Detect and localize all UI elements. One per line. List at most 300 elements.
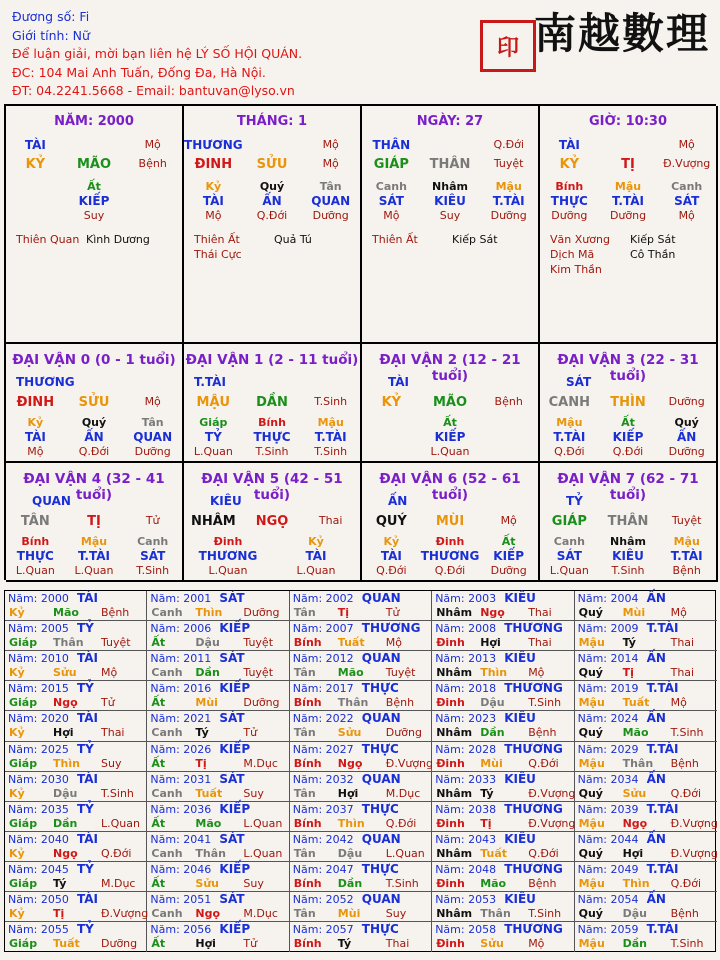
year-chi: Ngọ: [53, 846, 78, 860]
gioi-tinh: Giới tính: Nữ: [12, 27, 90, 43]
pillar-star: THÂN: [372, 138, 411, 152]
hidden-can: Canh: [671, 180, 703, 193]
year-cell: [575, 892, 717, 922]
year-state: Q.Đới: [670, 876, 702, 890]
year-star: KIẾP: [219, 681, 251, 696]
year-state: Thai: [528, 636, 552, 650]
year-can: Đinh: [436, 636, 465, 650]
year-label: Năm: 2040: [8, 832, 69, 846]
hidden-star: ẤN: [262, 194, 282, 208]
year-cell: [290, 591, 432, 621]
pillar-title: NĂM: 2000: [54, 114, 134, 129]
year-can: Đinh: [436, 756, 465, 770]
year-state: Bệnh: [528, 726, 557, 740]
dai-van-chi: MÙI: [435, 514, 465, 529]
year-label: Năm: 2023: [435, 712, 497, 726]
year-state: Tử: [243, 726, 258, 740]
dai-van-can: CANH: [548, 395, 591, 410]
year-can: Ất: [151, 756, 166, 770]
year-state: T.Sinh: [385, 876, 419, 890]
year-star: QUAN: [361, 771, 401, 786]
hidden-star: T.TÀI: [612, 194, 644, 208]
year-cell: [5, 922, 147, 952]
dai-van-can-chi: [362, 395, 538, 410]
dai-van-state: Tuyệt: [671, 514, 702, 527]
pillar-state: Đ.Vượng: [663, 157, 711, 170]
year-can: Ất: [151, 876, 166, 890]
hidden-star-row: [6, 194, 182, 208]
hidden-star-row: [362, 194, 538, 208]
dai-van-hidden: Đinh: [435, 535, 465, 548]
hidden-star: TÀI: [202, 194, 224, 208]
year-state: Tuyệt: [385, 666, 416, 680]
duong-so: Đương số: Fi: [12, 9, 90, 24]
dai-van-hidden: Bính: [21, 535, 50, 548]
hidden-can-row: [6, 180, 182, 193]
year-label: Năm: 2052: [292, 893, 354, 906]
year-state: Tuyệt: [101, 636, 131, 650]
dai-van-hidden: Dưỡng: [490, 564, 527, 577]
dai-van-can: MẬU: [196, 395, 231, 410]
dai-van-hidden: TÀI: [305, 549, 327, 563]
hidden-star: SÁT: [378, 194, 404, 208]
year-chi: Tý: [53, 876, 67, 890]
year-chi: Thân: [195, 846, 226, 860]
dai-van-state: Thai: [318, 514, 343, 527]
year-can: Quý: [578, 666, 603, 680]
dai-van-hidden: ẤN: [84, 430, 104, 444]
year-chi: Tý: [195, 726, 209, 740]
than-sat-item: Thiên Ất: [372, 233, 418, 246]
dai-van-star: ẤN: [388, 494, 408, 508]
year-label: Năm: 2045: [8, 862, 69, 876]
dai-van-hidden: L.Quan: [430, 445, 470, 458]
dai-van-can: GIÁP: [551, 514, 587, 529]
year-cell: [575, 742, 717, 772]
year-state: Thai: [385, 937, 410, 951]
dai-van-hidden: Ất: [621, 416, 635, 429]
dai-van-can: TÂN: [20, 514, 50, 529]
year-state: L.Quan: [243, 816, 283, 830]
year-cell: [432, 621, 574, 651]
hidden-star: T.TÀI: [492, 194, 525, 208]
year-cell: [5, 742, 147, 772]
dai-van-hidden-row: [362, 416, 538, 429]
dai-van-hidden: T.Sinh: [136, 564, 170, 577]
year-label: Năm: 2034: [577, 772, 639, 786]
year-star: THỰC: [361, 681, 399, 696]
dai-van-star: TỶ: [566, 494, 583, 508]
year-star: THỰC: [361, 801, 399, 816]
pillar-right: Mộ: [322, 138, 339, 151]
logo: 南越數理: [533, 9, 710, 58]
year-can: Tân: [293, 606, 316, 619]
than-sat-item: Kình Dương: [86, 233, 150, 246]
dai-van-star: TÀI: [388, 375, 410, 389]
dai-van-hidden: Mậu: [673, 535, 700, 548]
year-chi: Ngọ: [337, 756, 363, 770]
dai-van-hidden-row: [540, 564, 716, 577]
dai-van-hidden: Canh: [553, 535, 585, 548]
pillar-can-chi: [540, 157, 716, 172]
hidden-can: Bính: [555, 180, 584, 193]
year-chi: Thìn: [622, 876, 650, 890]
pillar-right: Q.Đới: [493, 138, 524, 151]
dai-van-hidden: Ất: [443, 416, 457, 429]
year-can: Bính: [293, 756, 322, 770]
year-state: Dưỡng: [101, 937, 138, 951]
year-chi: Thân: [622, 756, 654, 770]
pillar-state: Bệnh: [138, 157, 167, 170]
year-cell: [575, 651, 717, 681]
pillar-title: GIỜ: 10:30: [589, 114, 667, 129]
year-can: Quý: [578, 907, 603, 920]
dai-van-hidden-row: [6, 445, 182, 458]
pillar-can-chi: [184, 157, 360, 172]
year-can: Bính: [293, 937, 322, 951]
year-cell: [432, 922, 574, 952]
year-label: Năm: 2005: [8, 622, 69, 636]
year-state: Thai: [101, 726, 125, 740]
dai-van-hidden: Mậu: [80, 535, 108, 548]
dai-van-hidden: L.Quan: [549, 564, 589, 577]
year-can: Canh: [151, 786, 183, 800]
year-can: Tân: [293, 907, 316, 920]
contact-line-2: ĐC: 104 Mai Anh Tuấn, Đống Đa, Hà Nội.: [12, 64, 266, 80]
year-can: Kỷ: [9, 726, 25, 740]
header: [0, 0, 720, 100]
dai-van-hidden: Kỷ: [308, 535, 324, 548]
dai-van-star: QUAN: [32, 494, 71, 508]
dai-van-can: KỶ: [381, 395, 402, 410]
year-can: Đinh: [436, 937, 465, 951]
year-can: Bính: [293, 636, 322, 650]
dai-van-title: ĐẠI VẬN 1 (2 - 11 tuổi): [185, 352, 359, 368]
year-label: Năm: 2042: [292, 832, 354, 846]
year-can: Nhâm: [436, 606, 473, 619]
year-star: T.TÀI: [646, 741, 679, 756]
dai-van-hidden: Q.Đới: [376, 564, 407, 577]
year-cell: [147, 621, 289, 651]
pillar-title: THÁNG: 1: [236, 114, 308, 129]
year-label: Năm: 2002: [292, 592, 354, 605]
year-state: L.Quan: [385, 846, 425, 860]
year-can: Đinh: [436, 696, 465, 710]
year-label: Năm: 2027: [292, 742, 354, 756]
hidden-state: Suy: [83, 209, 105, 222]
year-state: Mộ: [670, 606, 687, 619]
year-can: Kỷ: [9, 907, 25, 920]
hidden-can: Mậu: [495, 180, 522, 193]
hidden-state: Mộ: [205, 209, 222, 222]
year-label: Năm: 2029: [577, 742, 639, 756]
year-label: Năm: 2046: [150, 862, 212, 876]
year-state: Thai: [670, 636, 695, 650]
year-cell: [432, 711, 574, 741]
pillar-state: Tuyệt: [493, 157, 524, 170]
year-label: Năm: 2049: [577, 862, 639, 876]
year-cell: [290, 802, 432, 832]
hidden-state: Dưỡng: [312, 209, 349, 222]
year-can: Nhâm: [436, 786, 473, 800]
year-label: Năm: 2021: [150, 712, 212, 726]
dai-van-can-chi: [540, 395, 716, 410]
year-label: Năm: 2028: [435, 742, 497, 756]
year-cell: [147, 862, 289, 892]
dai-van-cell: [540, 344, 718, 463]
dai-van-title: ĐẠI VẬN 2 (12 - 21 tuổi): [379, 352, 521, 384]
year-chi: Thân: [337, 696, 369, 710]
dai-van-hidden: Bính: [258, 416, 286, 429]
hidden-state: Mộ: [678, 209, 695, 222]
year-state: Bệnh: [670, 907, 699, 920]
dai-van-hidden: L.Quan: [208, 564, 248, 577]
year-label: Năm: 2024: [577, 712, 639, 726]
year-star: KIẾP: [219, 621, 251, 636]
year-can: Mậu: [578, 816, 605, 830]
dai-van-hidden-row: [362, 535, 538, 548]
pillar-stars: [6, 138, 182, 152]
year-can: Kỷ: [9, 786, 25, 800]
dai-van-hidden: T.TÀI: [314, 430, 347, 444]
year-label: Năm: 2044: [577, 832, 639, 846]
dai-van-hidden: THỰC: [253, 430, 291, 444]
dai-van-hidden: Nhâm: [610, 535, 646, 548]
year-can: Quý: [578, 726, 603, 740]
year-cell: [290, 621, 432, 651]
year-state: M.Dục: [243, 756, 278, 770]
year-chi: Dậu: [53, 786, 78, 800]
year-cell: [147, 802, 289, 832]
pillar-stars: [184, 138, 360, 152]
year-star: TỶ: [77, 801, 94, 816]
year-can: Đinh: [436, 816, 465, 830]
dai-van-state: Mộ: [500, 514, 517, 527]
year-can: Canh: [151, 846, 183, 860]
year-chi: Dần: [480, 726, 505, 740]
hidden-star: QUAN: [311, 194, 351, 208]
year-can: Bính: [293, 876, 322, 890]
hidden-star: THỰC: [550, 194, 588, 208]
dai-van-hidden: THƯƠNG: [198, 549, 258, 563]
dai-van-hidden-row: [6, 416, 182, 429]
year-state: Mộ: [528, 937, 545, 951]
pillar-can: KỶ: [25, 157, 46, 172]
year-label: Năm: 2041: [150, 832, 212, 846]
than-sat-item: Kiếp Sát: [630, 233, 676, 246]
year-label: Năm: 2050: [8, 893, 69, 906]
dai-van-hidden-row: [6, 430, 182, 444]
year-star: THƯƠNG: [504, 681, 563, 696]
year-label: Năm: 2026: [150, 742, 212, 756]
dai-van-cell: [540, 463, 718, 582]
dai-van-title: ĐẠI VẬN 5 (42 - 51 tuổi): [201, 471, 343, 503]
dai-van-hidden: TÀI: [24, 430, 46, 444]
dai-van-star: THƯƠNG: [16, 375, 75, 389]
dai-van-hidden-row: [540, 445, 716, 458]
year-star: QUAN: [361, 892, 401, 906]
spacer: [421, 138, 480, 152]
year-chi: Tị: [337, 606, 350, 619]
year-can: Canh: [151, 726, 183, 740]
dai-van-hidden-row: [184, 535, 360, 548]
year-state: T.Sinh: [528, 907, 562, 920]
dai-van-chi: MÃO: [432, 395, 468, 410]
year-label: Năm: 2025: [8, 742, 69, 756]
pillar-state: Mộ: [322, 157, 339, 170]
year-chi: Thân: [480, 907, 511, 920]
year-cell: [5, 832, 147, 862]
than-sat-item: Thái Cực: [194, 248, 242, 261]
year-cell: [290, 892, 432, 922]
year-label: Năm: 2032: [292, 772, 354, 786]
pillar-cell: [184, 106, 362, 344]
hidden-star-row: [540, 194, 716, 208]
year-chi: Mùi: [337, 907, 361, 920]
year-star: KIÊU: [504, 771, 536, 786]
year-can: Nhâm: [436, 907, 473, 920]
hidden-can: Mậu: [614, 180, 642, 193]
year-can: Giáp: [9, 876, 38, 890]
year-chi: Tuất: [480, 846, 507, 860]
year-chi: Mão: [195, 816, 222, 830]
year-can: Giáp: [9, 937, 38, 951]
dai-van-hidden: L.Quan: [296, 564, 336, 577]
dai-van-cell: [6, 344, 184, 463]
year-state: Mộ: [528, 666, 545, 680]
year-chi: Dần: [622, 937, 647, 951]
year-label: Năm: 2010: [8, 652, 69, 666]
dai-van-chi: NGỌ: [255, 514, 289, 529]
year-state: Tử: [243, 937, 258, 951]
hidden-state: Suy: [439, 209, 461, 222]
year-cell: [5, 772, 147, 802]
year-can: Quý: [578, 786, 603, 800]
year-label: Năm: 2059: [577, 923, 639, 937]
year-star: TÀI: [77, 651, 99, 666]
year-chi: Ngọ: [480, 606, 505, 619]
year-label: Năm: 2013: [435, 652, 497, 666]
hidden-star-row: [184, 194, 360, 208]
year-state: Đ.Vượng: [101, 907, 149, 920]
dai-van-hidden: Mộ: [27, 445, 44, 458]
year-state: Mộ: [385, 636, 403, 650]
year-label: Năm: 2036: [150, 802, 212, 816]
dai-van-hidden: SÁT: [556, 549, 582, 563]
year-label: Năm: 2054: [577, 893, 639, 906]
year-chi: Ngọ: [195, 907, 221, 920]
dai-van-chi: THÌN: [610, 395, 646, 410]
dai-van-state: Bệnh: [494, 395, 523, 408]
year-star: QUAN: [361, 831, 401, 846]
dai-van-state: Dưỡng: [668, 395, 705, 408]
year-cell: [575, 832, 717, 862]
dai-van-hidden: Quý: [674, 416, 699, 429]
year-chi: Thìn: [480, 666, 508, 680]
year-cell: [5, 862, 147, 892]
year-state: T.Sinh: [670, 726, 704, 740]
year-star: TỶ: [77, 621, 94, 636]
year-state: Bệnh: [528, 876, 557, 890]
year-star: THƯƠNG: [504, 922, 563, 937]
year-label: Năm: 2053: [435, 893, 497, 906]
owner-info: [12, 8, 302, 101]
dai-van-hidden: Mậu: [317, 416, 344, 429]
year-chi: Ngọ: [53, 696, 78, 710]
year-label: Năm: 2019: [577, 682, 639, 696]
year-can: Bính: [293, 696, 322, 710]
year-star: THỰC: [361, 922, 399, 937]
year-cell: [147, 651, 289, 681]
year-chi: Tị: [480, 816, 492, 830]
pillar-chi: MÃO: [76, 157, 112, 172]
pillar-chi: SỬU: [256, 157, 288, 172]
year-cell: [575, 681, 717, 711]
year-star: THƯƠNG: [361, 621, 421, 636]
pillar-title: NGÀY: 27: [416, 114, 484, 129]
year-cell: [432, 832, 574, 862]
year-can: Mậu: [578, 696, 605, 710]
year-cell: [290, 922, 432, 952]
dai-van-can-chi: [362, 514, 538, 529]
dai-van-can-chi: [184, 395, 360, 410]
year-label: Năm: 2007: [292, 622, 354, 636]
year-star: SÁT: [219, 591, 245, 605]
year-state: T.Sinh: [670, 937, 704, 951]
year-cell: [575, 711, 717, 741]
year-state: Đ.Vượng: [528, 786, 576, 800]
year-state: Dưỡng: [243, 606, 280, 619]
year-star: TỶ: [77, 681, 94, 696]
year-chi: Dậu: [480, 696, 505, 710]
year-state: M.Dục: [385, 786, 421, 800]
hidden-state-row: [540, 209, 716, 222]
year-state: Đ.Vượng: [670, 816, 718, 830]
year-cell: [147, 892, 289, 922]
year-can: Quý: [578, 846, 603, 860]
year-cell: [432, 742, 574, 772]
year-star: TÀI: [77, 771, 99, 786]
year-cell: [5, 681, 147, 711]
pillar-right: Mộ: [678, 138, 695, 151]
pillar-star: TÀI: [558, 138, 580, 152]
dai-van-can-chi: [6, 514, 182, 529]
pillar-chi: TỊ: [621, 157, 635, 172]
year-can: Tân: [293, 846, 316, 860]
year-cell: [432, 862, 574, 892]
year-state: Suy: [243, 786, 264, 800]
year-star: KIÊU: [504, 892, 536, 906]
year-chi: Sửu: [53, 666, 77, 680]
year-can: Ất: [151, 636, 166, 650]
year-chi: Sửu: [480, 937, 504, 951]
year-star: SÁT: [219, 651, 245, 666]
pillar-cell: [6, 106, 184, 344]
year-state: Suy: [385, 907, 407, 920]
hidden-can-row: [362, 180, 538, 193]
year-chi: Mão: [337, 666, 364, 680]
spacer: [599, 138, 658, 152]
year-state: T.Sinh: [101, 786, 134, 800]
year-label: Năm: 2055: [8, 923, 69, 937]
year-state: T.Sinh: [528, 696, 562, 710]
year-chi: Tý: [622, 636, 636, 650]
year-cell: [575, 772, 717, 802]
year-state: L.Quan: [243, 846, 283, 860]
dai-van-title: ĐẠI VẬN 4 (32 - 41 tuổi): [23, 471, 165, 503]
year-state: Dưỡng: [385, 726, 422, 740]
hidden-can: Quý: [259, 180, 285, 193]
